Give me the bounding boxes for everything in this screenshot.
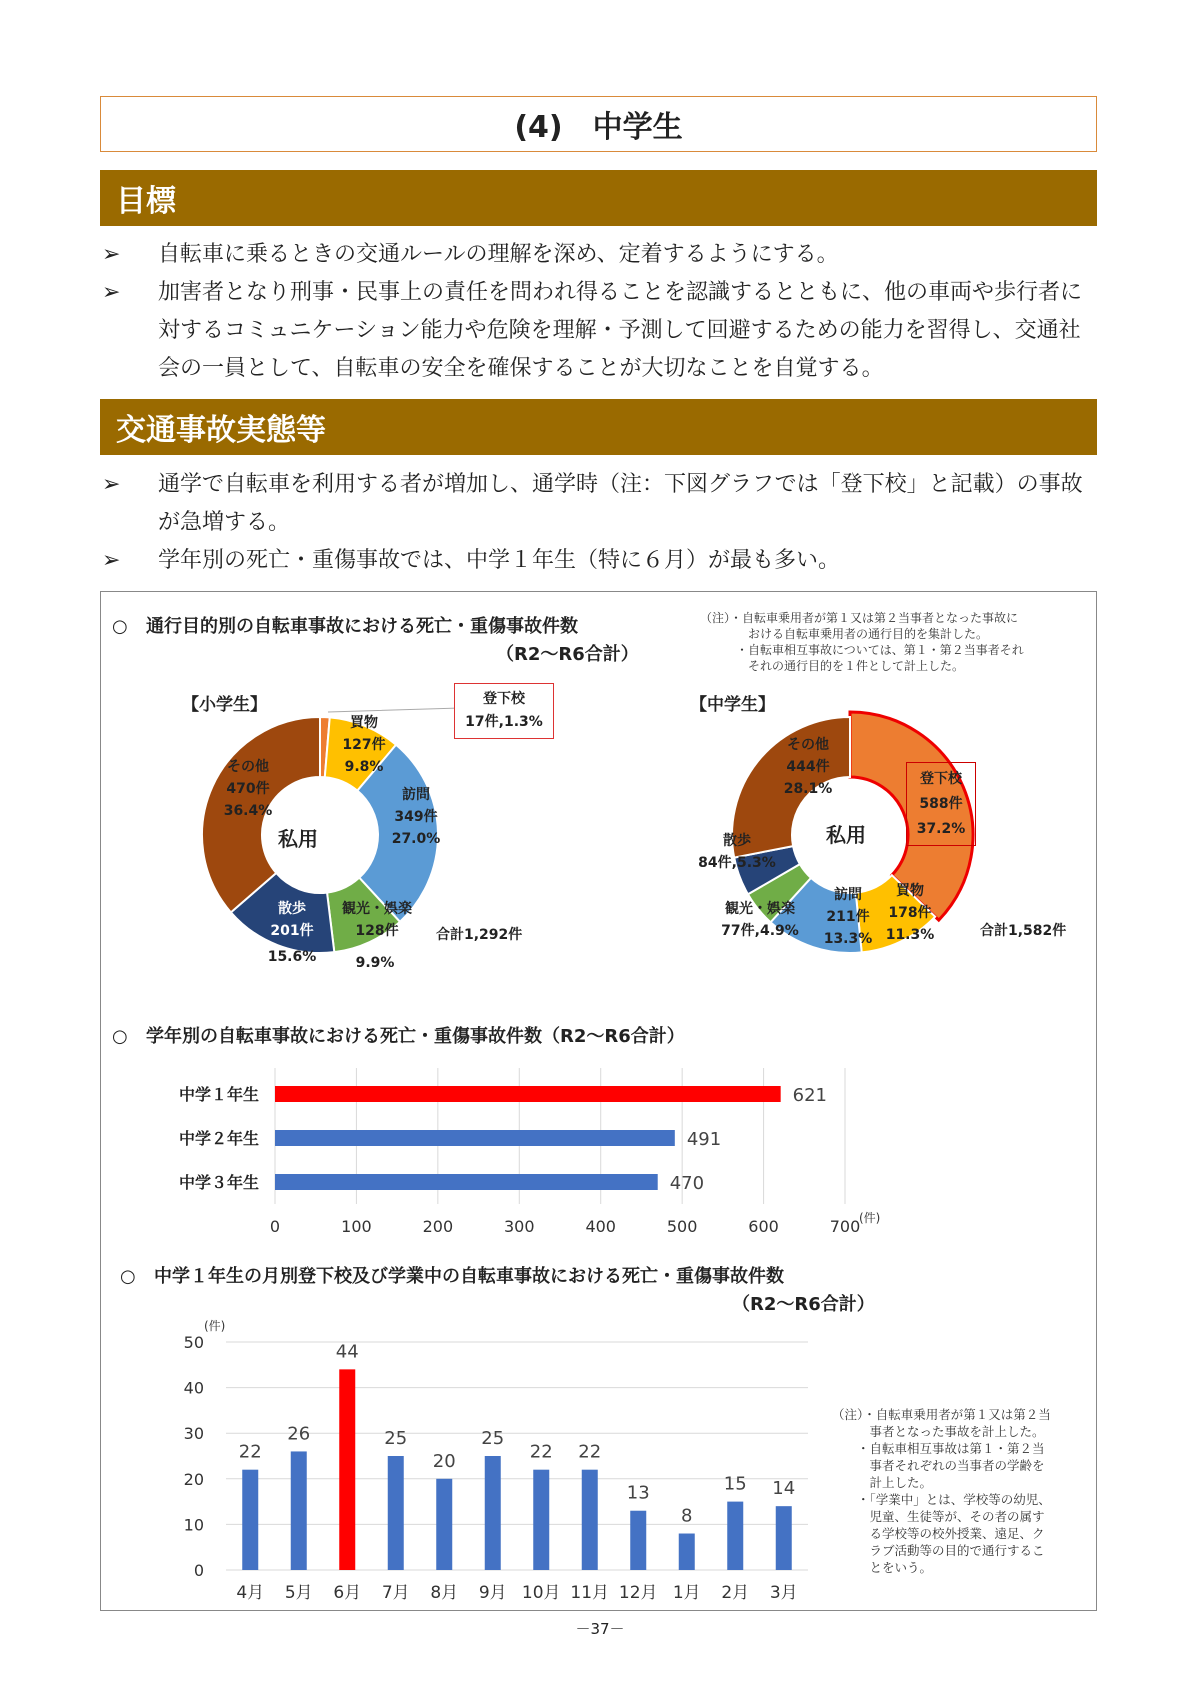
data-label: 13 [626, 1482, 650, 1504]
circle-icon: ○ [112, 1026, 128, 1047]
x-tick-label: 3月 [769, 1583, 798, 1602]
slice-label-houmon: 訪問 349件 27.0% [391, 787, 441, 847]
chart2-title: ○ 学年別の自転車事故における死亡・重傷事故件数（R2～R6合計） [112, 1026, 685, 1047]
data-label: 22 [578, 1441, 602, 1463]
y-tick-label: 40 [183, 1378, 204, 1398]
bar [727, 1502, 743, 1570]
slice-label-sanpo-pct: 15.6% [267, 949, 317, 965]
bar [776, 1506, 792, 1570]
x-tick-label: 700 [829, 1217, 861, 1236]
x-tick-label: 8月 [430, 1583, 459, 1602]
x-tick-label: 7月 [381, 1583, 410, 1602]
slice-label: 17件,1.3% [465, 714, 543, 730]
goal-heading-text: 目標 [116, 184, 176, 219]
slice-label-kanko2: 観光・娯楽 77件,4.9% [721, 901, 799, 939]
y-unit-label: (件) [204, 1319, 226, 1333]
slice-label-sanpo: 散歩 201件 [270, 901, 314, 939]
bar [533, 1470, 549, 1570]
bar [630, 1511, 646, 1570]
arrow-bullet-icon: ➢ [102, 242, 121, 267]
page-number: －37－ [575, 1620, 625, 1638]
slice-label-kaimono: 買物 127件 9.8% [342, 715, 386, 775]
category-label: 中学３年生 [178, 1173, 259, 1192]
chart3-period: （R2～R6合計） [732, 1294, 875, 1315]
slice-label-sonota: その他 470件 36.4% [223, 759, 273, 819]
data-label: 44 [335, 1341, 359, 1363]
y-tick-label: 10 [183, 1515, 204, 1535]
arrow-bullet-icon: ➢ [102, 548, 121, 573]
x-tick-label: 600 [748, 1217, 779, 1236]
goal-list [100, 236, 1100, 388]
slice-label-houmon2: 訪問 211件 13.3% [823, 887, 873, 947]
data-label: 621 [792, 1085, 828, 1106]
section-title-text: (4) 中学生 [514, 110, 683, 145]
hbar-chart [130, 1060, 910, 1240]
data-label: 14 [772, 1478, 796, 1500]
x-tick-label: 2月 [721, 1583, 750, 1602]
bar [339, 1369, 355, 1570]
donut1-callout [454, 683, 554, 739]
data-label: 26 [287, 1423, 311, 1445]
donut2-title: 【中学生】 [690, 695, 775, 715]
y-tick-label: 50 [183, 1333, 204, 1352]
x-tick-label: 11月 [570, 1583, 610, 1602]
slice-label: 登下校 [483, 691, 525, 707]
bar [582, 1470, 598, 1570]
data-label: 8 [681, 1505, 693, 1527]
donut2-center-label: 私用 [826, 823, 866, 847]
accidents-heading-text: 交通事故実態等 [116, 413, 326, 448]
chart1-title: ○ 通行目的別の自転車事故における死亡・重傷事故件数 [112, 616, 578, 637]
bar [275, 1130, 675, 1146]
x-tick-label: 0 [269, 1217, 281, 1236]
bar [275, 1174, 658, 1190]
x-tick-label: 100 [341, 1217, 372, 1236]
donut1-total: 合計1,292件 [436, 927, 523, 943]
slice-label-kanko: 観光・娯楽 128件 [342, 901, 412, 939]
donut1-title: 【小学生】 [182, 695, 267, 715]
x-tick-label: 5月 [284, 1583, 313, 1602]
slice-label-kanko-pct: 9.9% [355, 955, 395, 971]
donut2-total: 合計1,582件 [980, 923, 1067, 939]
chart3-title: ○ 中学１年生の月別登下校及び学業中の自転車事故における死亡・重傷事故件数 [120, 1266, 784, 1287]
accidents-heading [100, 399, 1097, 455]
x-tick-label: 9月 [478, 1583, 507, 1602]
list-item: ➢ 加害者となり刑事・民事上の責任を問われ得ることを認識するとともに、他の車両や歩行者に対するコミュニケーション能力や危険を理解・予測して回避するための能力を習得し、交通社会の一員として、自転車の安全を確保することが大切なことを自覚する。 [100, 274, 1100, 388]
data-label: 470 [669, 1173, 705, 1194]
bar [242, 1470, 258, 1570]
y-tick-label: 20 [183, 1469, 204, 1489]
bar [291, 1451, 307, 1570]
circle-icon: ○ [120, 1266, 136, 1287]
list-item: ➢ 通学で自転車を利用する者が増加し、通学時（注：下図グラフでは「登下校」と記載）の事故が急増する。 [100, 466, 1100, 542]
bar [485, 1456, 501, 1570]
section-title [100, 96, 1097, 152]
data-label: 15 [723, 1473, 747, 1495]
bar [275, 1086, 781, 1102]
x-tick-label: 12月 [618, 1583, 658, 1602]
accidents-list [100, 466, 1100, 580]
x-tick-label: 10月 [521, 1583, 561, 1602]
bar [679, 1534, 695, 1570]
x-tick-label: 300 [504, 1217, 535, 1236]
list-item: ➢ 学年別の死亡・重傷事故では、中学１年生（特に６月）が最も多い。 [100, 542, 1100, 580]
donut1-center-label: 私用 [278, 827, 318, 851]
x-tick-label: 1月 [672, 1583, 701, 1602]
data-label: 22 [238, 1441, 262, 1463]
bar [436, 1479, 452, 1570]
slice-label-sonota2: その他 444件 28.1% [783, 737, 833, 797]
category-label: 中学２年生 [178, 1129, 259, 1148]
x-tick-label: 4月 [236, 1583, 265, 1602]
vbar-chart [160, 1312, 820, 1602]
data-label: 22 [529, 1441, 553, 1463]
chart1-note: （注）・自転車乗用者が第１又は第２当事者となった事故に おける自転車乗用者の通行目的を集計した。 ・自転車相互事故については、第１・第２当事者それ それの通行目的を１件として計上した。 [700, 611, 1024, 673]
data-label: 20 [432, 1450, 456, 1472]
y-tick-label: 30 [183, 1424, 204, 1444]
slice-label-gekou: 登下校 588件 37.2% [906, 762, 976, 846]
category-label: 中学１年生 [178, 1085, 259, 1104]
data-label: 491 [686, 1129, 722, 1150]
x-tick-label: 400 [585, 1217, 616, 1236]
x-unit-label: (件) [859, 1211, 881, 1225]
y-tick-label: 0 [193, 1561, 204, 1580]
x-tick-label: 500 [666, 1217, 698, 1236]
slice-label-sanpo2: 散歩 84件,5.3% [698, 833, 776, 871]
arrow-bullet-icon: ➢ [102, 280, 121, 305]
chart1-period: （R2～R6合計） [496, 644, 639, 665]
x-tick-label: 200 [422, 1217, 454, 1236]
x-tick-label: 6月 [333, 1583, 362, 1602]
list-item: ➢ 自転車に乗るときの交通ルールの理解を深め、定着するようにする。 [100, 236, 1100, 274]
slice-label-kaimono2: 買物 178件 11.3% [885, 883, 935, 943]
data-label: 25 [481, 1428, 505, 1449]
arrow-bullet-icon: ➢ [102, 472, 121, 497]
circle-icon: ○ [112, 616, 128, 637]
goal-heading [100, 170, 1097, 226]
data-label: 25 [384, 1428, 408, 1449]
bar [388, 1456, 404, 1570]
chart3-note: （注）・自転車乗用者が第１又は第２当 事者となった事故を計上した。 ・自転車相互事故は第１・第２当 事者それぞれの当事者の学齢を 計上した。 ・「学業中」とは、学校等の幼児、 児童、生徒等が、その者の属す る学校等の校外授業、遠足、ク ラブ活動等の目的で通行するこ とをいう。 [832, 1407, 1051, 1575]
